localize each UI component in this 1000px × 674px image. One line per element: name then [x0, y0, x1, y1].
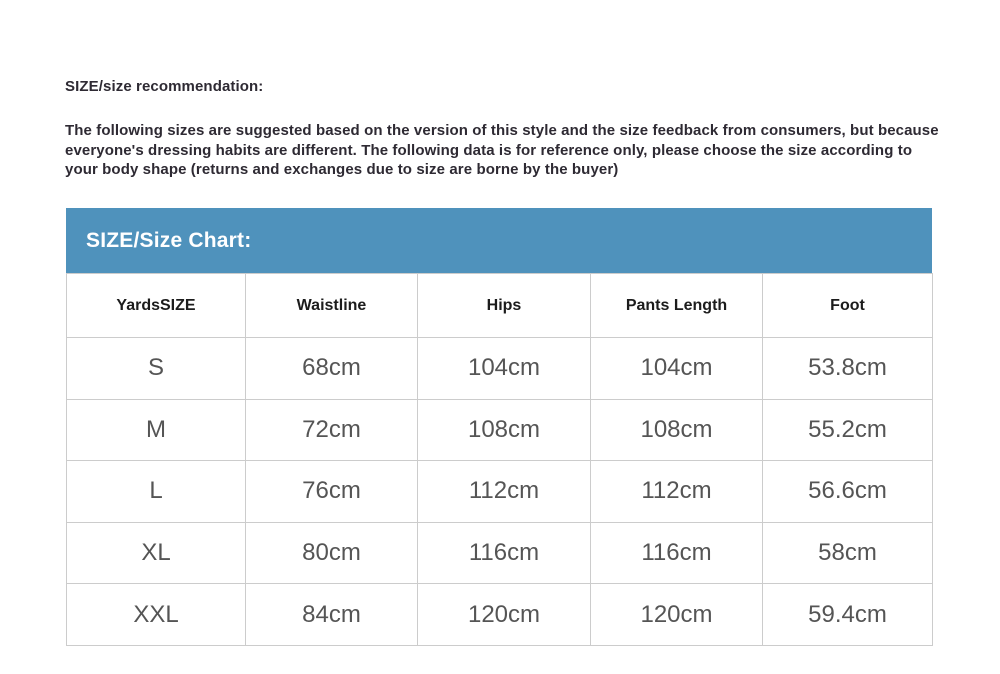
size-recommendation-text: The following sizes are suggested based on the version of this style and the size feedback from consumers, but because everyone's dressing habits are different. The following data is for reference only, please choose the size according to your body shape (returns and exchanges due to size are borne by the buyer)	[65, 122, 939, 178]
table-row	[67, 584, 933, 646]
cell-foot: 56.6cm	[763, 461, 933, 523]
table-row	[67, 522, 933, 584]
table-row	[67, 461, 933, 523]
cell-pants-length: 108cm	[591, 399, 763, 461]
cell-size: S	[67, 338, 246, 400]
cell-foot: 59.4cm	[763, 584, 933, 646]
cell-size: XXL	[67, 584, 246, 646]
column-header-waistline: Waistline	[246, 274, 418, 338]
cell-size: XL	[67, 522, 246, 584]
cell-size: L	[67, 461, 246, 523]
column-header-yards-size: YardsSIZE	[67, 274, 246, 338]
size-chart-table	[66, 273, 933, 646]
column-header-hips: Hips	[418, 274, 591, 338]
cell-pants-length: 104cm	[591, 338, 763, 400]
cell-foot: 58cm	[763, 522, 933, 584]
cell-waistline: 72cm	[246, 399, 418, 461]
size-recommendation-heading: SIZE/size recommendation:	[65, 78, 264, 95]
column-header-foot: Foot	[763, 274, 933, 338]
cell-waistline: 84cm	[246, 584, 418, 646]
cell-hips: 108cm	[418, 399, 591, 461]
cell-pants-length: 116cm	[591, 522, 763, 584]
table-row	[67, 338, 933, 400]
table-row	[67, 399, 933, 461]
cell-waistline: 80cm	[246, 522, 418, 584]
cell-pants-length: 120cm	[591, 584, 763, 646]
cell-waistline: 68cm	[246, 338, 418, 400]
column-header-pants-length: Pants Length	[591, 274, 763, 338]
cell-hips: 104cm	[418, 338, 591, 400]
cell-foot: 55.2cm	[763, 399, 933, 461]
cell-hips: 112cm	[418, 461, 591, 523]
cell-hips: 116cm	[418, 522, 591, 584]
cell-waistline: 76cm	[246, 461, 418, 523]
cell-hips: 120cm	[418, 584, 591, 646]
cell-size: M	[67, 399, 246, 461]
table-header-row	[67, 274, 933, 338]
size-chart-title: SIZE/Size Chart:	[86, 228, 252, 252]
cell-pants-length: 112cm	[591, 461, 763, 523]
size-chart-title-bar	[66, 208, 932, 273]
cell-foot: 53.8cm	[763, 338, 933, 400]
